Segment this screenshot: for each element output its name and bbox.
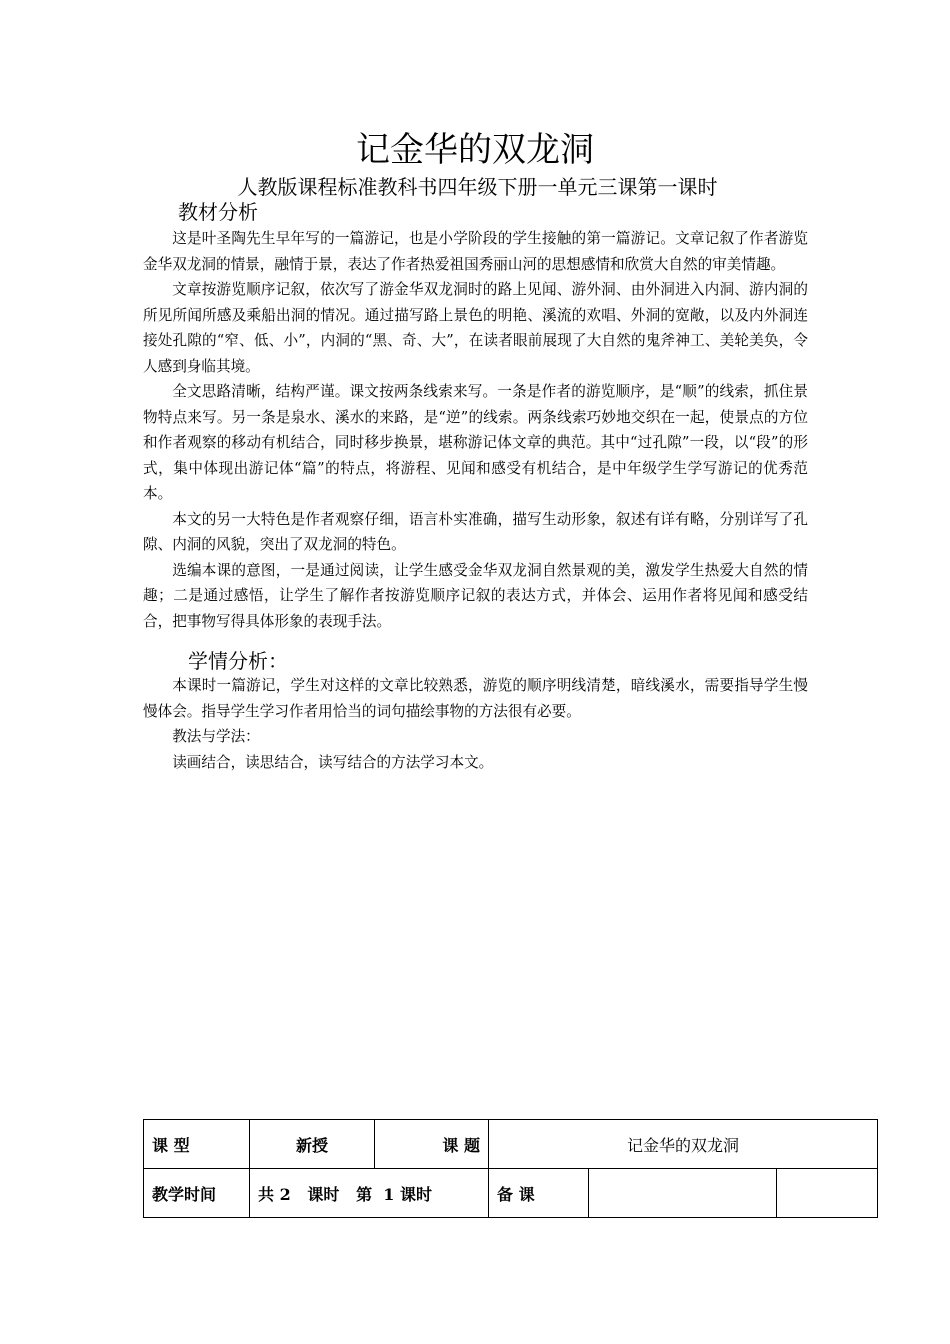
paragraph: 选编本课的意图，一是通过阅读，让学生感受金华双龙洞自然景观的美，激发学生热爱大自然的情趣；二是通过感悟，让学生了解作者按游览顺序记叙的表达方式，并体会、运用作者将见闻和感受结合，把事物写得具体形象的表现手法。: [143, 561, 808, 630]
teaching-time-value: 共 2 课时 第 1 课时: [250, 1169, 489, 1218]
paragraph: 本文的另一大特色是作者观察仔细，语言朴实准确，描写生动形象，叙述有详有略，分别详写了孔隙、内洞的风貌，突出了双龙洞的特色。: [143, 510, 808, 553]
lesson-prep-cell-extra: [777, 1169, 878, 1218]
section-body-student-analysis: [143, 673, 808, 775]
paragraph: 这是叶圣陶先生早年写的一篇游记，也是小学阶段的学生接触的第一篇游记。文章记叙了作者游览金华双龙洞的情景，融情于景，表达了作者热爱祖国秀丽山河的思想感情和欣赏大自然的审美情趣。: [143, 230, 808, 273]
paragraph: 文章按游览顺序记叙，依次写了游金华双龙洞时的路上见闻、游外洞、由外洞进入内洞、游内洞的所见所闻所感及乘船出洞的情况。通过描写路上景色的明艳、溪流的欢唱、外洞的宽敞，以及内外洞连接处孔隙的“窄、低、小”，内洞的“黑、奇、大”，在读者眼前展现了大自然的鬼斧神工、美轮美奂，令人感到身临其境。: [143, 281, 808, 375]
paragraph: 读画结合，读思结合，读写结合的方法学习本文。: [172, 753, 494, 771]
paragraph: 本课时一篇游记，学生对这样的文章比较熟悉，游览的顺序明线清楚，暗线溪水，需要指导学生慢慢体会。指导学生学习作者用恰当的词句描绘事物的方法很有必要。: [143, 677, 808, 720]
table-row: [144, 1120, 878, 1169]
paragraph: 全文思路清晰，结构严谨。课文按两条线索来写。一条是作者的游览顺序，是“顺”的线索，抓住景物特点来写。另一条是泉水、溪水的来路，是“逆”的线索。两条线索巧妙地交织在一起，使景点的方位和作者观察的移动有机结合，同时移步换景，堪称游记体文章的典范。其中“过孔隙”一段，以“段”的形式，集中体现出游记体“篇”的特点，将游程、见闻和感受有机结合，是中年级学生学写游记的优秀范本。: [143, 383, 808, 502]
teaching-time-label: 教学时间: [144, 1169, 250, 1218]
table-row: [144, 1169, 878, 1218]
lesson-info-table: [143, 1119, 878, 1218]
lesson-type-label: 课 型: [144, 1120, 250, 1169]
document-title: 记金华的双龙洞: [356, 130, 594, 170]
section-heading-textbook-analysis: 教材分析: [178, 200, 258, 224]
lesson-topic-value: 记金华的双龙洞: [489, 1120, 878, 1169]
section-body-textbook-analysis: [143, 226, 808, 634]
lesson-prep-cell: [589, 1169, 777, 1218]
paragraph: 教法与学法：: [172, 728, 260, 745]
lesson-prep-label: 备 课: [489, 1169, 589, 1218]
document-subtitle: 人教版课程标准教科书四年级下册一单元三课第一课时: [237, 175, 718, 199]
lesson-topic-label: 课 题: [375, 1120, 489, 1169]
section-heading-student-analysis: 学情分析：: [188, 649, 288, 673]
lesson-type-value: 新授: [250, 1120, 375, 1169]
